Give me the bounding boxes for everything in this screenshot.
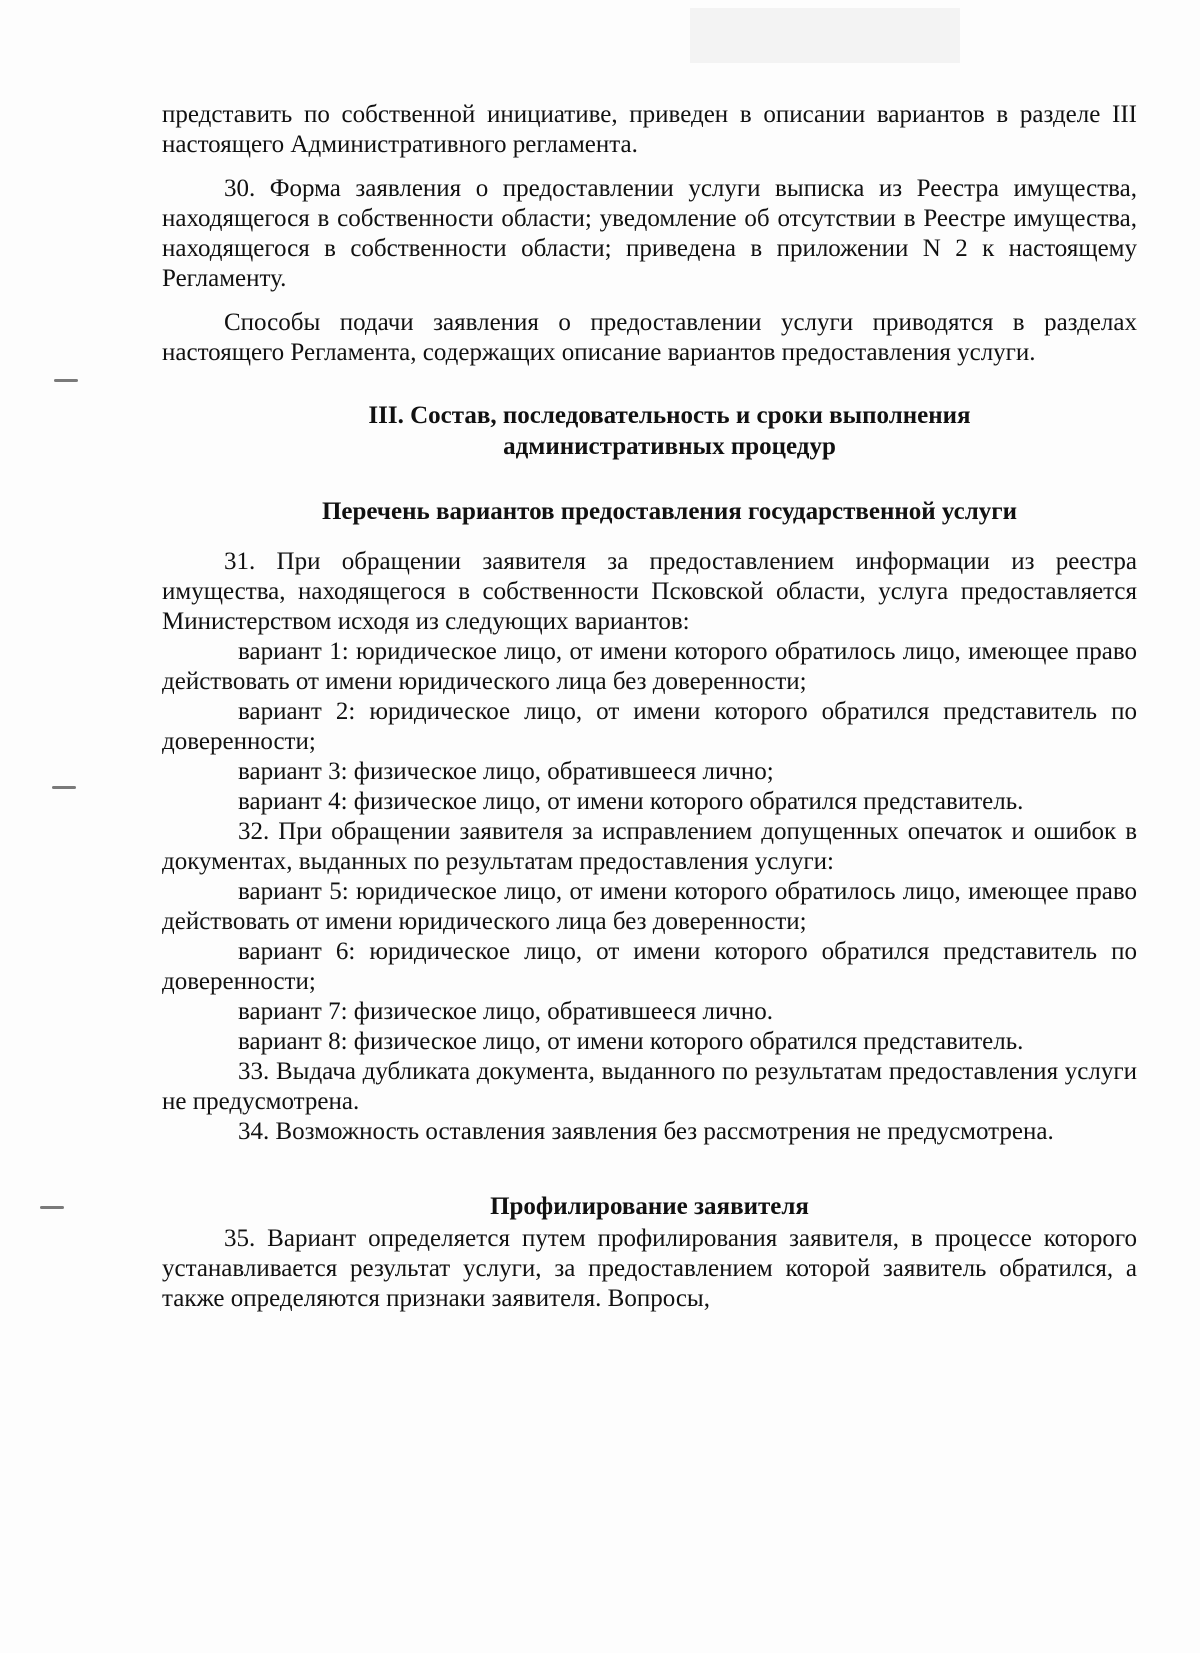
margin-mark [52, 786, 76, 789]
paragraph-35: 35. Вариант определяется путем профилирования заявителя, в процессе которого устанавливается результат услуги, за предоставлением которой заявитель обратился, а также определяются признаки заявителя. Вопросы, [162, 1225, 1137, 1312]
variant-item: вариант 7: физическое лицо, обратившееся лично. [238, 998, 774, 1025]
variant-item: вариант 8: физическое лицо, от имени которого обратился представитель. [238, 1028, 1024, 1055]
section-heading-line2: административных процедур [503, 433, 836, 460]
variant-item: вариант 1: юридическое лицо, от имени которого обратилось лицо, имеющее право действовать от имени юридического лица без доверенности; [162, 638, 1137, 695]
paragraph-submission-methods: Способы подачи заявления о предоставлении услуги приводятся в разделах настоящего Регламента, содержащих описание вариантов предоставления услуги. [162, 309, 1137, 366]
paragraph-30: 30. Форма заявления о предоставлении услуги выписка из Реестра имущества, находящегося в собственности области; уведомление об отсутствии в Реестре имущества, находящегося в собственности области; приведена в приложении N 2 к настоящему Регламенту. [162, 175, 1137, 292]
scan-smudge [690, 8, 960, 63]
subsection-heading-variants: Перечень вариантов предоставления государственной услуги [321, 498, 1018, 525]
section-heading-line1: III. Состав, последовательность и сроки выполнения [368, 402, 971, 429]
document-body [162, 100, 1137, 1314]
variant-item: вариант 2: юридическое лицо, от имени которого обратился представитель по доверенности; [162, 698, 1137, 755]
subsection-heading-profiling: Профилирование заявителя [490, 1193, 809, 1220]
variant-item: вариант 3: физическое лицо, обратившееся лично; [238, 758, 774, 785]
margin-mark [54, 379, 78, 382]
paragraph-33: 33. Выдача дубликата документа, выданного по результатам предоставления услуги не предусмотрена. [162, 1058, 1137, 1115]
paragraph-34: 34. Возможность оставления заявления без рассмотрения не предусмотрена. [238, 1118, 1054, 1145]
margin-mark [40, 1206, 64, 1209]
section-heading [162, 400, 1137, 462]
paragraph-continuation: представить по собственной инициативе, приведен в описании вариантов в разделе III настоящего Административного регламента. [162, 101, 1137, 158]
paragraph-32: 32. При обращении заявителя за исправлением допущенных опечаток и ошибок в документах, выданных по результатам предоставления услуги: [162, 818, 1137, 875]
paragraph-31: 31. При обращении заявителя за предоставлением информации из реестра имущества, находящегося в собственности Псковской области, услуга предоставляется Министерством исходя из следующих вариантов: [162, 548, 1137, 635]
variant-item: вариант 5: юридическое лицо, от имени которого обратилось лицо, имеющее право действовать от имени юридического лица без доверенности; [162, 878, 1137, 935]
variant-item: вариант 6: юридическое лицо, от имени которого обратился представитель по доверенности; [162, 938, 1137, 995]
variant-item: вариант 4: физическое лицо, от имени которого обратился представитель. [238, 788, 1024, 815]
